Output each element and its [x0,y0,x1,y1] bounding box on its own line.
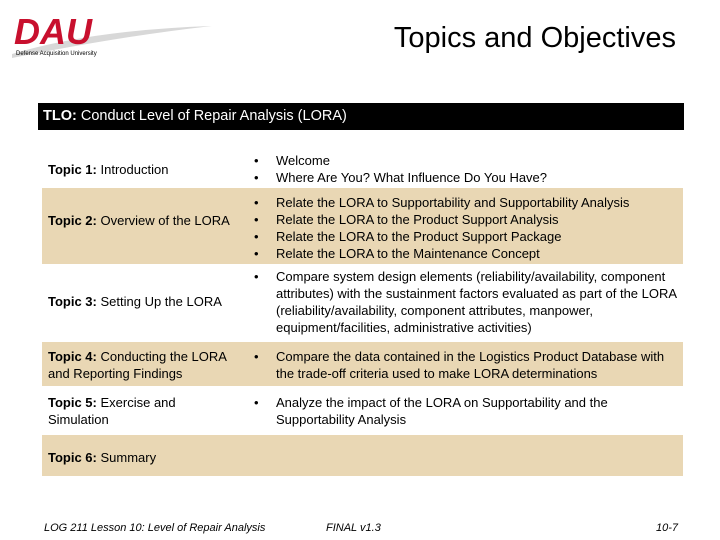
objective: • Compare the data contained in the Logistics Product Database with the trade-off criteria used to make LORA determinations [252,348,677,382]
objective: • Relate the LORA to the Product Support Package [252,228,677,245]
topic-row-5 [42,388,683,435]
objective: • Relate the LORA to Supportability and Supportability Analysis [252,194,677,211]
topic-4-title: Topic 4: Conducting the LORA and Reporting Findings [48,349,227,381]
page-title: Topics and Objectives [393,22,676,54]
objective: • Relate the LORA to the Maintenance Concept [252,245,677,262]
topic-row-4 [42,342,683,388]
objective: • Where Are You? What Influence Do You Have? [252,169,677,186]
objective: • Welcome [252,152,677,169]
tlo-text: Conduct Level of Repair Analysis (LORA) [76,108,347,124]
topic-2-objectives [252,194,677,262]
topic-row-2 [42,188,683,266]
topic-5-title: Topic 5: Exercise and Simulation [48,395,176,427]
topic-4-objectives [252,348,677,382]
tlo-bar [38,103,684,130]
topic-3-objectives [252,268,677,336]
footer-course: LOG 211 Lesson 10: Level of Repair Analysis [44,522,266,534]
dau-logo [12,10,212,60]
logo-letters: DAU [14,11,92,52]
objective: • Analyze the impact of the LORA on Supportability and the Supportability Analysis [252,394,677,428]
footer-version: FINAL v1.3 [326,522,381,534]
topic-1-objectives [252,152,677,186]
topic-row-6 [42,435,683,478]
objective: • Relate the LORA to the Product Support Analysis [252,211,677,228]
topic-2-title: Topic 2: Overview of the LORA [48,213,230,228]
topic-row-1 [42,146,683,188]
topic-1-title: Topic 1: Introduction [48,162,169,177]
topic-row-3 [42,266,683,342]
topic-6-title: Topic 6: Summary [48,450,157,465]
logo-subtext: Defense Acquisition University [16,51,97,57]
topics-table [42,146,683,478]
topic-5-objectives [252,394,677,428]
topic-3-title: Topic 3: Setting Up the LORA [48,294,222,309]
tlo-label: TLO: [43,108,77,124]
footer-page-number: 10-7 [655,522,678,534]
objective: • Compare system design elements (reliability/availability, component attributes) with the sustainment factors evaluated as part of the LORA (reliability/availability, component attributes, manpower, equipment/facilities, administrative activities) [252,268,677,336]
